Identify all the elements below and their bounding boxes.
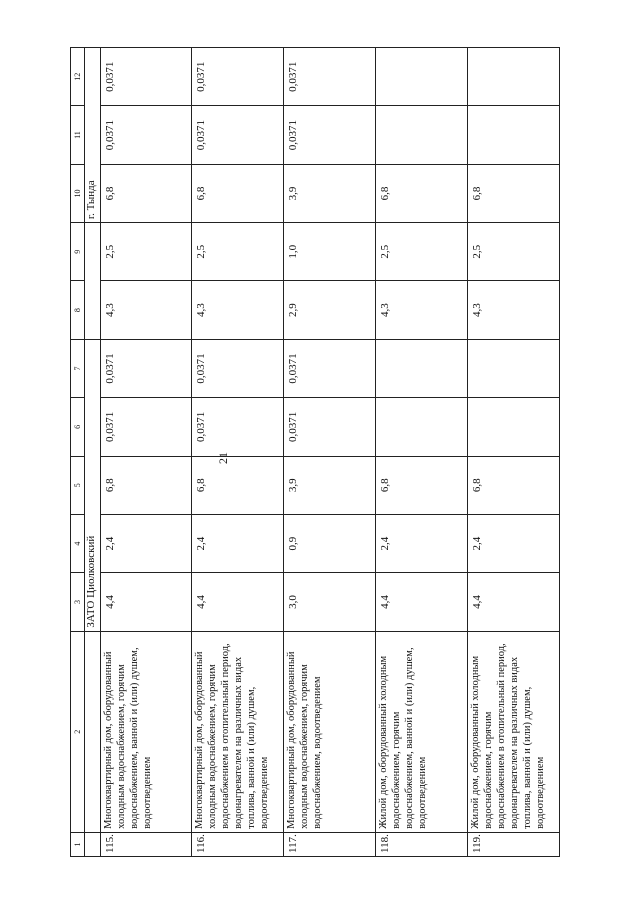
value-cell: 6,8	[100, 456, 192, 514]
value-cell: 6,8	[376, 456, 468, 514]
rotated-table-container	[70, 47, 560, 857]
norms-table	[70, 47, 560, 857]
row-number: 118.	[376, 832, 468, 856]
value-cell: 0,9	[284, 514, 376, 572]
value-cell: 2,4	[192, 514, 284, 572]
page-number: 21	[216, 452, 230, 464]
column-header: 3	[71, 573, 85, 631]
value-cell	[376, 339, 468, 397]
value-cell: 3,9	[284, 456, 376, 514]
value-cell: 2,9	[284, 281, 376, 339]
row-description: Многоквартирный дом, оборудованный холодным водоснабжением, горячим водоснабжением в отопительный период, водонагревателем на различных видах топлива, ванной и (или) душем, водоотведением	[192, 631, 284, 832]
column-header: 6	[71, 398, 85, 456]
row-description: Многоквартирный дом, оборудованный холодным водоснабжением, горячим водоснабжением, ванной и (или) душем, водоотведением	[100, 631, 192, 832]
value-cell: 0,0371	[100, 48, 192, 106]
table-row	[284, 48, 376, 857]
table-row	[376, 48, 468, 857]
norms-table-area	[70, 47, 560, 857]
value-cell	[468, 398, 560, 456]
table-row	[192, 48, 284, 857]
column-header: 5	[71, 456, 85, 514]
value-cell: 2,4	[468, 514, 560, 572]
value-cell: 0,0371	[192, 48, 284, 106]
column-number-row	[71, 48, 85, 857]
value-cell: 2,5	[376, 223, 468, 281]
section-label-tsiolkovsky: ЗАТО Циолковский	[85, 339, 100, 631]
value-cell: 4,4	[192, 573, 284, 631]
value-cell: 0,0371	[100, 106, 192, 164]
value-cell: 1,0	[284, 223, 376, 281]
value-cell: 0,0371	[284, 106, 376, 164]
column-header: 12	[71, 48, 85, 106]
column-header: 7	[71, 339, 85, 397]
value-cell: 2,5	[100, 223, 192, 281]
value-cell: 4,4	[468, 573, 560, 631]
row-number: 115.	[100, 832, 192, 856]
value-cell	[376, 106, 468, 164]
value-cell: 6,8	[468, 164, 560, 222]
column-header: 8	[71, 281, 85, 339]
value-cell: 0,0371	[192, 106, 284, 164]
value-cell: 2,4	[376, 514, 468, 572]
value-cell: 4,3	[192, 281, 284, 339]
column-header: 4	[71, 514, 85, 572]
value-cell: 0,0371	[284, 398, 376, 456]
value-cell	[468, 339, 560, 397]
value-cell: 4,4	[100, 573, 192, 631]
value-cell: 6,8	[100, 164, 192, 222]
value-cell	[468, 48, 560, 106]
value-cell: 6,8	[192, 456, 284, 514]
value-cell: 0,0371	[192, 398, 284, 456]
value-cell: 6,8	[376, 164, 468, 222]
value-cell: 2,5	[192, 223, 284, 281]
row-number: 119.	[468, 832, 560, 856]
column-header: 10	[71, 164, 85, 222]
value-cell	[376, 398, 468, 456]
section-row	[85, 48, 100, 857]
column-header: 1	[71, 832, 85, 856]
value-cell: 4,4	[376, 573, 468, 631]
value-cell: 6,8	[468, 456, 560, 514]
value-cell: 3,0	[284, 573, 376, 631]
value-cell: 2,5	[468, 223, 560, 281]
value-cell: 4,3	[376, 281, 468, 339]
row-number: 116.	[192, 832, 284, 856]
value-cell: 4,3	[468, 281, 560, 339]
value-cell: 0,0371	[100, 398, 192, 456]
value-cell: 3,9	[284, 164, 376, 222]
value-cell: 0,0371	[100, 339, 192, 397]
value-cell: 6,8	[192, 164, 284, 222]
row-description: Жилой дом, оборудованный холодным водоснабжением, горячим водоснабжением в отопительный период, водонагревателем на различных видах топлива, ванной и (или) душем, водоотведением	[468, 631, 560, 832]
section-label-tynda: г. Тында	[85, 48, 100, 223]
value-cell: 0,0371	[284, 48, 376, 106]
row-number: 117.	[284, 832, 376, 856]
value-cell: 0,0371	[192, 339, 284, 397]
column-header: 2	[71, 631, 85, 832]
value-cell	[468, 106, 560, 164]
value-cell: 2,4	[100, 514, 192, 572]
column-header: 9	[71, 223, 85, 281]
column-header: 11	[71, 106, 85, 164]
row-description: Жилой дом, оборудованный холодным водоснабжением, горячим водоснабжением, ванной и (или) душем, водоотведением	[376, 631, 468, 832]
table-row	[468, 48, 560, 857]
value-cell	[376, 48, 468, 106]
table-row	[100, 48, 192, 857]
row-description: Многоквартирный дом, оборудованный холодным водоснабжением, горячим водоснабжением, водоотведением	[284, 631, 376, 832]
value-cell: 0,0371	[284, 339, 376, 397]
value-cell: 4,3	[100, 281, 192, 339]
table-body	[71, 48, 560, 857]
